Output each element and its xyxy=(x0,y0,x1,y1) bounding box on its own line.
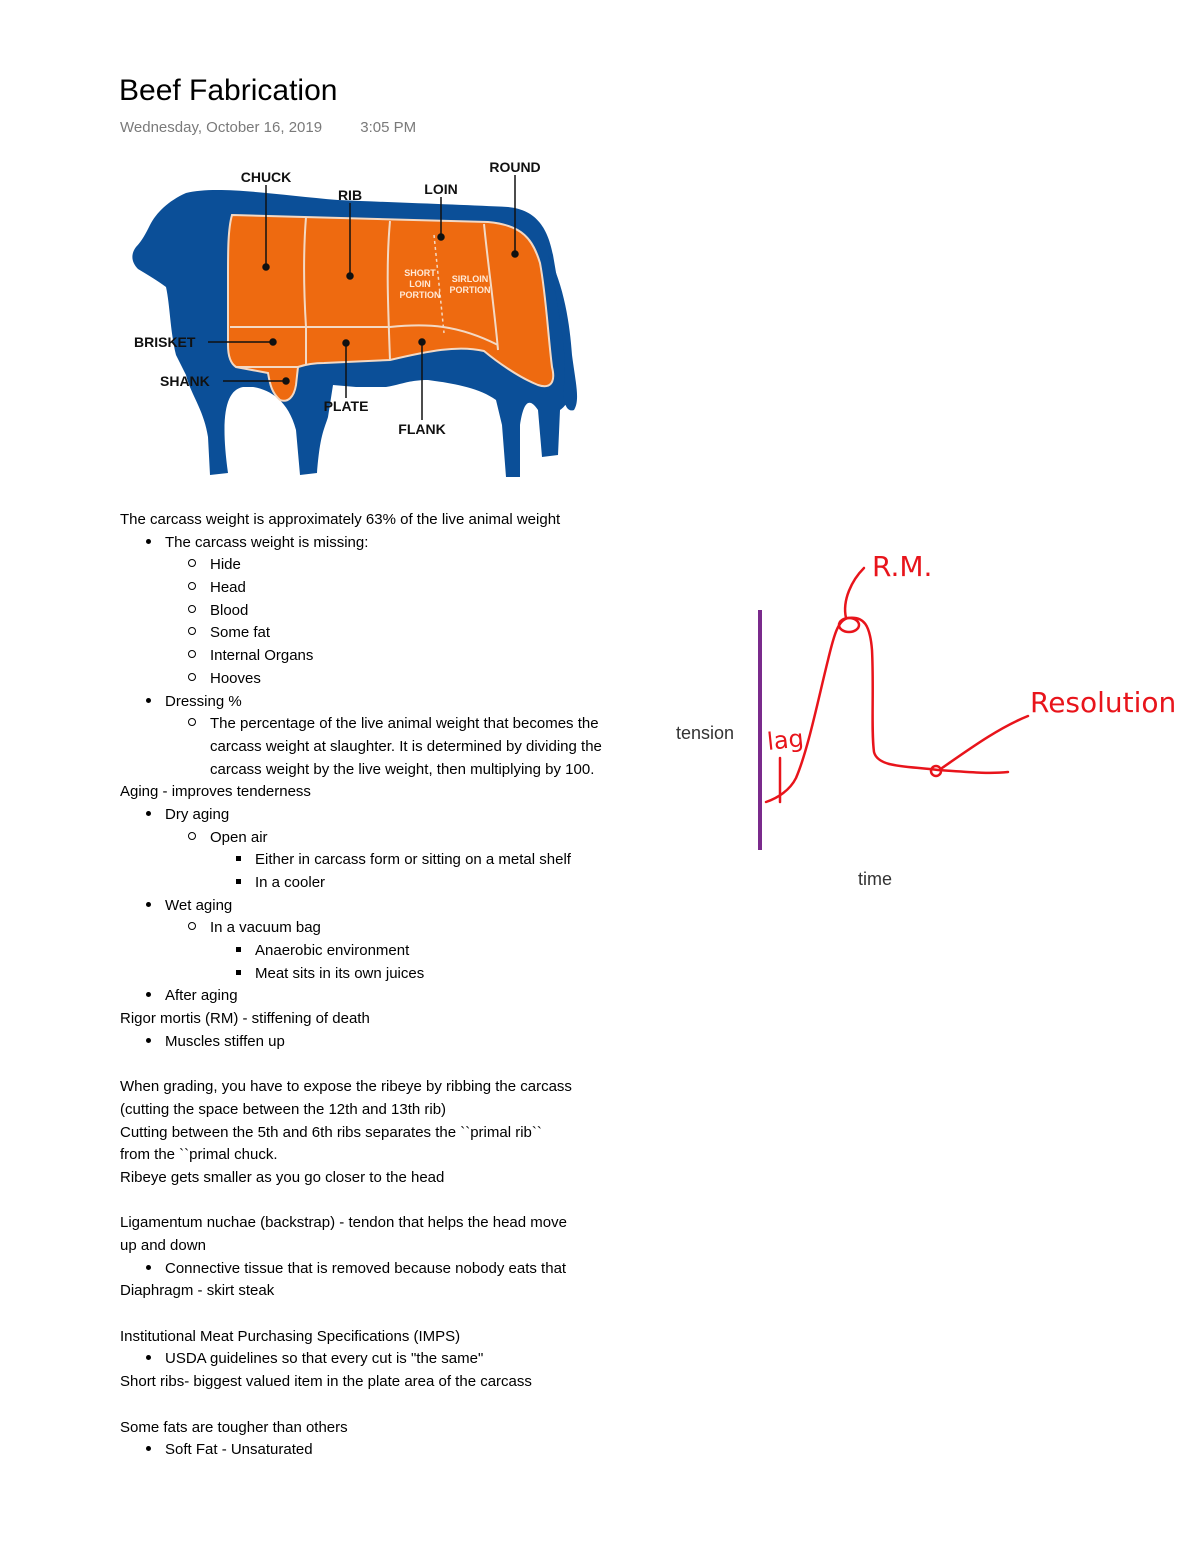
note-bullet-item xyxy=(120,827,640,850)
note-line xyxy=(120,1212,640,1235)
bullet-marker xyxy=(143,895,153,918)
note-text: Short ribs- biggest valued item in the plate area of the carcass xyxy=(120,1373,532,1391)
page-time: 3:05 PM xyxy=(360,119,417,136)
lag-annotation: lag xyxy=(765,724,806,756)
note-bullet-item xyxy=(120,1439,640,1462)
bullet-marker xyxy=(187,668,197,691)
note-text: The percentage of the live animal weight that becomes the carcass weight at slaughter. It is determined by dividing the carcass weight by the live weight, then multiplying by 100. xyxy=(210,715,602,778)
bullet-marker xyxy=(143,804,153,827)
note-line xyxy=(120,1235,640,1258)
note-line xyxy=(120,1076,640,1099)
bullet-marker xyxy=(187,827,197,850)
note-bullet-item xyxy=(120,577,640,600)
note-text: Ligamentum nuchae (backstrap) - tendon that helps the head move xyxy=(120,1214,567,1232)
bullet-marker xyxy=(143,1348,153,1371)
note-bullet-item xyxy=(120,1348,640,1371)
note-text: In a vacuum bag xyxy=(210,919,321,937)
note-bullet-item xyxy=(120,600,640,623)
note-bullet-item xyxy=(120,917,640,940)
bullet-marker xyxy=(187,600,197,623)
note-text: Soft Fat - Unsaturated xyxy=(165,1441,313,1459)
bullet-marker xyxy=(143,1258,153,1281)
note-bullet-item xyxy=(120,532,640,555)
blank-line xyxy=(120,1303,640,1326)
note-bullet-item xyxy=(120,622,640,645)
note-line xyxy=(120,1122,640,1145)
note-text: Head xyxy=(210,579,246,597)
bullet-marker xyxy=(187,645,197,668)
note-text: Dry aging xyxy=(165,805,230,823)
note-line xyxy=(120,781,640,804)
note-bullet-item xyxy=(120,940,640,963)
rib-label: RIB xyxy=(337,187,363,203)
note-text: Aging - improves tenderness xyxy=(120,783,311,801)
rigor-mortis-sketch xyxy=(668,540,1188,900)
note-line xyxy=(120,1326,640,1349)
beef-cuts-diagram xyxy=(128,155,578,485)
note-bullet-item xyxy=(120,668,640,691)
note-bullet-item xyxy=(120,849,640,872)
note-line xyxy=(120,1099,640,1122)
tension-curve xyxy=(766,568,1028,802)
short-loin-label-2: LOIN xyxy=(409,279,431,289)
loin-label: LOIN xyxy=(424,181,458,197)
x-axis-label: time xyxy=(858,869,893,889)
note-text: In a cooler xyxy=(255,874,326,892)
shank-label: SHANK xyxy=(160,373,210,389)
note-line xyxy=(120,1371,640,1394)
note-text: up and down xyxy=(120,1237,206,1255)
short-loin-label-1: SHORT xyxy=(404,268,436,278)
note-text: Dressing % xyxy=(165,692,242,710)
note-bullet-item xyxy=(120,963,640,986)
blank-line xyxy=(120,1394,640,1417)
note-text: USDA guidelines so that every cut is "the same" xyxy=(165,1350,484,1368)
notes-body xyxy=(120,509,640,1462)
note-text: Institutional Meat Purchasing Specifications (IMPS) xyxy=(120,1327,461,1345)
note-text: Anaerobic environment xyxy=(255,942,410,960)
bullet-marker xyxy=(187,622,197,645)
note-text: Connective tissue that is removed because nobody eats that xyxy=(165,1259,567,1277)
note-text: Rigor mortis (RM) - stiffening of death xyxy=(120,1010,370,1028)
note-text: Diaphragm - skirt steak xyxy=(120,1282,275,1300)
bullet-marker xyxy=(187,554,197,577)
bullet-marker xyxy=(233,963,243,986)
note-bullet-item xyxy=(120,1031,640,1054)
sirloin-label-2: PORTION xyxy=(449,285,491,295)
note-text: Hide xyxy=(210,556,241,574)
short-loin-label-3: PORTION xyxy=(399,290,441,300)
bullet-marker xyxy=(187,917,197,940)
rm-annotation: R.M. xyxy=(872,550,933,583)
bullet-marker xyxy=(143,1031,153,1054)
note-line xyxy=(120,1280,640,1303)
page-timestamp xyxy=(120,119,416,136)
y-axis-label: tension xyxy=(676,723,735,743)
note-text: The carcass weight is missing: xyxy=(165,533,369,551)
note-text: The carcass weight is approximately 63% of the live animal weight xyxy=(120,511,561,528)
bullet-marker xyxy=(143,1439,153,1462)
note-text: Wet aging xyxy=(165,896,233,914)
note-text: Internal Organs xyxy=(210,647,314,665)
round-label: ROUND xyxy=(489,159,541,175)
note-text: Blood xyxy=(210,601,249,619)
note-text: (cutting the space between the 12th and 13th rib) xyxy=(120,1100,447,1118)
note-bullet-item xyxy=(120,1258,640,1281)
resolution-annotation: Resolution xyxy=(1030,686,1177,719)
bullet-marker xyxy=(233,940,243,963)
note-bullet-item xyxy=(120,645,640,668)
chuck-label: CHUCK xyxy=(240,169,292,185)
note-line xyxy=(120,1008,640,1031)
page-title: Beef Fabrication xyxy=(119,74,338,107)
note-text: Meat sits in its own juices xyxy=(255,964,425,982)
note-text: from the ``primal chuck. xyxy=(120,1146,278,1164)
note-text: Open air xyxy=(210,828,268,846)
bullet-marker xyxy=(233,872,243,895)
note-text: Either in carcass form or sitting on a metal shelf xyxy=(255,851,571,869)
note-bullet-item xyxy=(120,872,640,895)
note-line xyxy=(120,1167,640,1190)
note-line xyxy=(120,1417,640,1440)
note-text: Some fat xyxy=(210,624,271,642)
sirloin-label-1: SIRLOIN xyxy=(451,274,489,284)
brisket-label: BRISKET xyxy=(134,334,196,350)
bullet-marker xyxy=(143,985,153,1008)
blank-line xyxy=(120,1190,640,1213)
note-bullet-item xyxy=(120,691,640,714)
flank-label: FLANK xyxy=(398,421,446,437)
note-text: After aging xyxy=(165,987,238,1005)
bullet-marker xyxy=(187,713,197,736)
note-line xyxy=(120,509,640,532)
page-date: Wednesday, October 16, 2019 xyxy=(120,119,323,136)
note-bullet-item xyxy=(120,985,640,1008)
note-text: Ribeye gets smaller as you go closer to the head xyxy=(120,1168,445,1186)
note-text: Some fats are tougher than others xyxy=(120,1418,348,1436)
note-bullet-item xyxy=(120,554,640,577)
blank-line xyxy=(120,1054,640,1077)
note-bullet-item xyxy=(120,713,640,781)
bullet-marker xyxy=(187,577,197,600)
bullet-marker xyxy=(143,532,153,555)
bullet-marker xyxy=(233,849,243,872)
note-text: Cutting between the 5th and 6th ribs separates the ``primal rib`` xyxy=(120,1123,542,1141)
note-text: Hooves xyxy=(210,669,261,687)
note-text: Muscles stiffen up xyxy=(165,1032,285,1050)
note-text: When grading, you have to expose the ribeye by ribbing the carcass xyxy=(120,1078,572,1096)
plate-label: PLATE xyxy=(323,398,369,414)
note-bullet-item xyxy=(120,895,640,918)
note-line xyxy=(120,1144,640,1167)
bullet-marker xyxy=(143,691,153,714)
note-bullet-item xyxy=(120,804,640,827)
